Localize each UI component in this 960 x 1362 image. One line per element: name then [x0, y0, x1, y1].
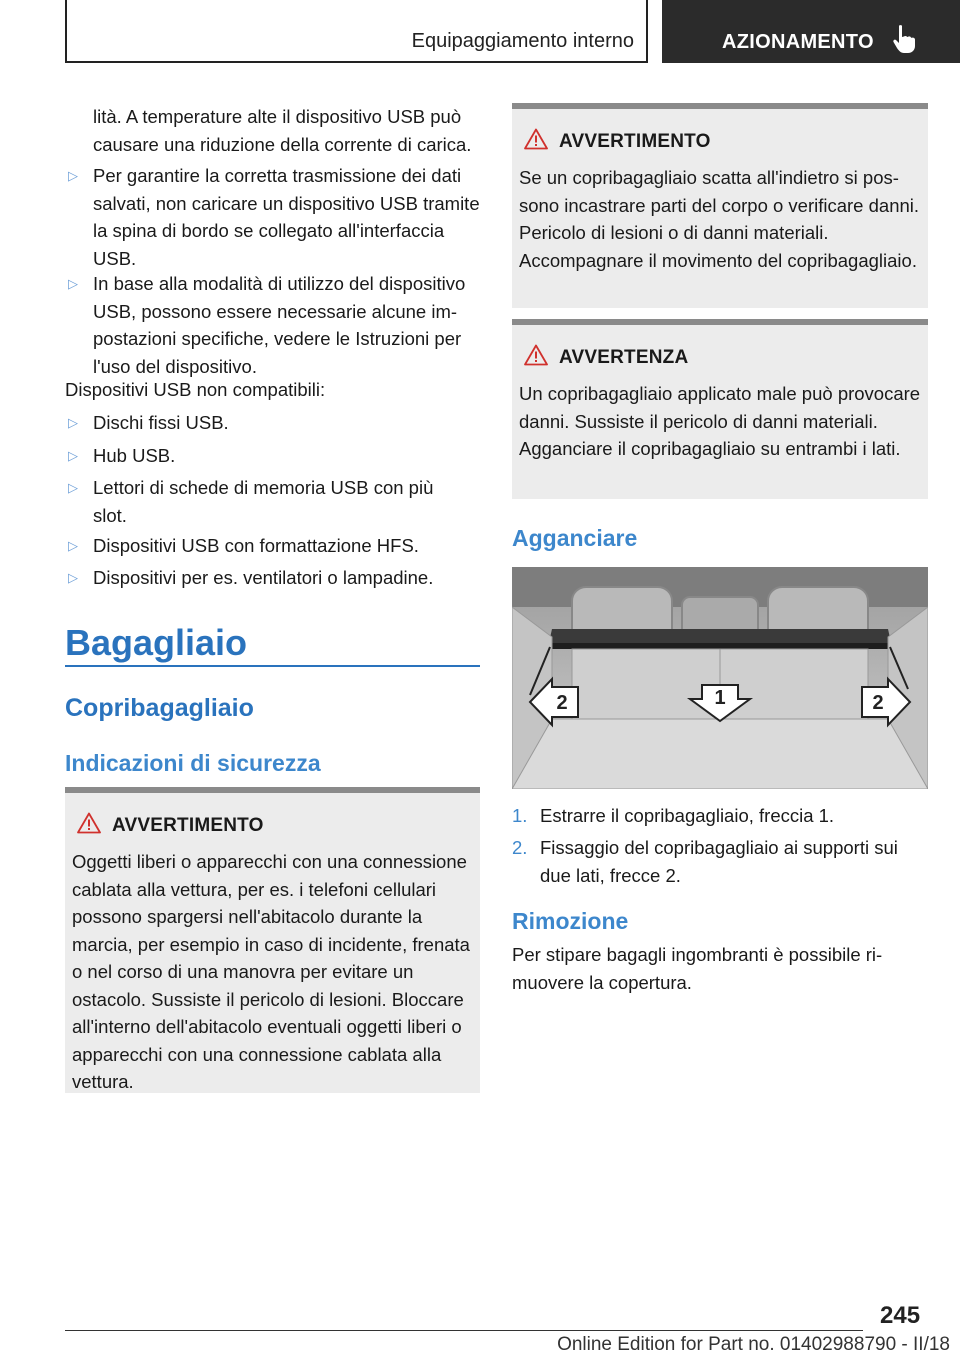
- caution-text: Un copribagagliaio applicato male può provocare danni. Sussiste il pericolo di danni materiali. Agganciare il copribagagliaio su entrambi i lati.: [519, 383, 921, 459]
- warning-box: [512, 103, 928, 308]
- caution-title: AVVERTENZA: [559, 347, 689, 368]
- chapter-title: AZIONAMENTO: [722, 31, 874, 53]
- footer-edition: Online Edition for Part no. 01402988790 - II/18: [557, 1334, 950, 1355]
- chapter-tab: [662, 0, 960, 63]
- heading-indicazioni-sicurezza: Indicazioni di sicurezza: [65, 750, 321, 776]
- heading-bagagliaio: Bagagliaio: [65, 622, 248, 663]
- heading-rimozione: Rimozione: [512, 908, 629, 934]
- bullet-triangle-icon: ▷: [68, 168, 78, 183]
- caution-box: [512, 319, 928, 499]
- warning-triangle-icon: [524, 344, 548, 366]
- trunk-cover-photo: [512, 567, 928, 789]
- step-text: Fissaggio del copribagagliaio ai supporti sui due lati, frecce 2.: [540, 837, 898, 886]
- photo-label-2-left: 2: [556, 692, 568, 714]
- section-tab: [65, 0, 648, 63]
- warning-title: AVVERTIMENTO: [559, 131, 711, 152]
- list-item: ▷ Lettori di schede di memoria USB con più slot.: [93, 474, 463, 529]
- photo-label-1: 1: [714, 687, 726, 709]
- step-item: [512, 834, 920, 889]
- list-item: ▷ Dischi fissi USB.: [93, 409, 480, 437]
- incompatible-label: Dispositivi USB non compatibili:: [65, 379, 326, 400]
- step-number: 2.: [512, 837, 528, 858]
- heading-rule: [65, 665, 480, 667]
- list-item: ▷ Hub USB.: [93, 442, 480, 470]
- hand-pointer-icon: [892, 24, 918, 54]
- warning-title: AVVERTIMENTO: [112, 815, 264, 836]
- warning-text: Oggetti liberi o apparecchi con una connessione cablata alla vettura, per es. i telefoni cellulari possono spargersi nell'abitacolo durante la marcia, per esempio in caso di incidente, frenata o nel corso di una manovra per evitare un ostacolo. Sussiste il pericolo di lesioni. Bloccare all'interno dell'abitacolo eventuali oggetti liberi o apparecchi con una connessione cablata alla vettura.: [72, 851, 470, 1092]
- footer-rule: [65, 1330, 863, 1331]
- warning-box: [65, 787, 480, 1093]
- section-title: Equipaggiamento interno: [411, 30, 634, 52]
- intro-paragraph: lità. A temperature alte il dispositivo USB può causare una riduzione della corrente di carica.: [93, 106, 472, 155]
- list-item: ▷ Per garantire la corretta trasmissione dei dati salvati, non caricare un dispositivo USB tramite la spina di bordo se collegato all'interfaccia USB.: [93, 162, 480, 272]
- photo-label-2-right: 2: [872, 692, 884, 714]
- remove-paragraph: Per stipare bagagli ingombranti è possibile rimuovere la copertura.: [512, 944, 883, 993]
- bullet-triangle-icon: ▷: [68, 570, 78, 585]
- page-number: 245: [880, 1302, 921, 1329]
- warning-triangle-icon: [524, 128, 548, 150]
- heading-copribagagliaio: Copribagagliaio: [65, 694, 254, 722]
- bullet-triangle-icon: ▷: [68, 276, 78, 291]
- bullet-triangle-icon: ▷: [68, 538, 78, 553]
- list-item: ▷ Dispositivi per es. ventilatori o lampadine.: [93, 564, 480, 592]
- step-number: 1.: [512, 805, 528, 826]
- warning-text: Se un copribagagliaio scatta all'indietro si possono incastrare parti del corpo o verificare danni. Pericolo di lesioni o di danni materiali. Accompagnare il movimento del copribagagliaio.: [519, 167, 920, 271]
- list-item: ▷ In base alla modalità di utilizzo del dispositivo USB, possono essere necessarie alcune impostazioni specifiche, vedere le Istruzioni per l'uso del dispositivo.: [93, 270, 480, 380]
- list-item: ▷ Dispositivi USB con formattazione HFS.: [93, 532, 480, 560]
- heading-agganciare: Agganciare: [512, 525, 638, 551]
- bullet-triangle-icon: ▷: [68, 480, 78, 495]
- step-text: Estrarre il copribagagliaio, freccia 1.: [540, 805, 835, 826]
- bullet-triangle-icon: ▷: [68, 415, 78, 430]
- warning-triangle-icon: [77, 812, 101, 834]
- bullet-triangle-icon: ▷: [68, 448, 78, 463]
- step-item: [512, 802, 920, 830]
